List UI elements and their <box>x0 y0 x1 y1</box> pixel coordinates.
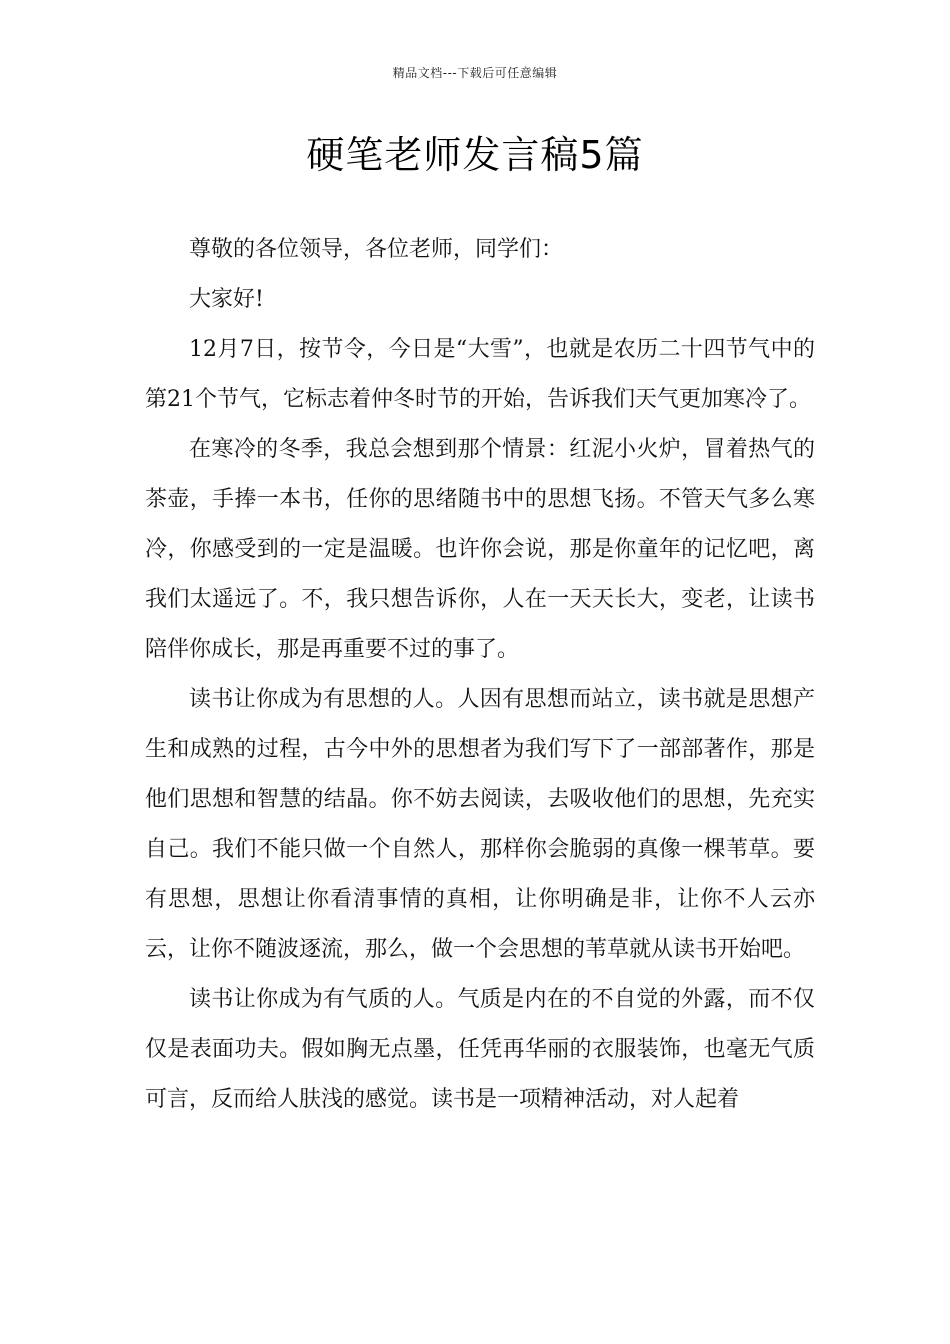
header-note: 精品文档---下载后可任意编辑 <box>392 66 558 80</box>
paragraph-4: 读书让你成为有气质的人。气质是内在的不自觉的外露，而不仅仅是表面功夫。假如胸无点墨，任凭再华丽的衣服装饰，也毫无气质可言，反而给人肤浅的感觉。读书是一项精神活动，对人起着 <box>145 987 815 1112</box>
document-title: 硬笔老师发言稿5篇 <box>306 133 644 177</box>
paragraph-2: 在寒冷的冬季，我总会想到那个情景：红泥小火炉，冒着热气的茶壶，手捧一本书，任你的思绪随书中的思想飞扬。不管天气多么寒冷，你感受到的一定是温暖。也许你会说，那是你童年的记忆吧，离我们太遥远了。不，我只想告诉你，人在一天天长大，变老，让读书陪伴你成长，那是再重要不过的事了。 <box>145 437 815 662</box>
paragraph-3: 读书让你成为有思想的人。人因有思想而站立，读书就是思想产生和成熟的过程，古今中外的思想者为我们写下了一部部著作，那是他们思想和智慧的结晶。你不妨去阅读，去吸收他们的思想，先充实自己。我们不能只做一个自然人，那样你会脆弱的真像一棵苇草。要有思想，思想让你看清事情的真相，让你明确是非，让你不人云亦云，让你不随波逐流，那么，做一个会思想的苇草就从读书开始吧。 <box>145 687 815 962</box>
greeting: 大家好! <box>189 287 264 312</box>
document-body <box>145 225 815 1125</box>
paragraph-1: 12月7日，按节令，今日是“大雪”，也就是农历二十四节气中的第21个节气，它标志着仲冬时节的开始，告诉我们天气更加寒冷了。 <box>145 337 815 412</box>
salutation: 尊敬的各位领导，各位老师，同学们： <box>189 237 564 262</box>
